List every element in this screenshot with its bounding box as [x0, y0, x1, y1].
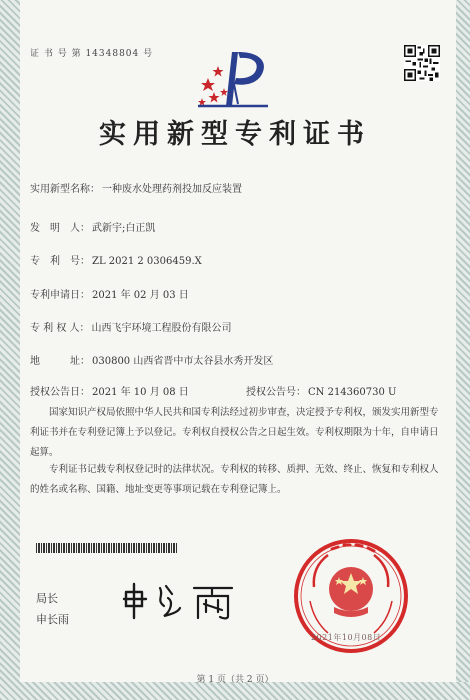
field-label: 实用新型名称：: [30, 184, 100, 195]
legal-status-paragraph: 专利证书记载专利权登记时的法律状况。专利权的转移、质押、无效、终止、恢复和专利权人的姓名或名称、国籍、地址变更等事项记载在专利登记簿上。: [30, 464, 439, 495]
barcode-icon: [36, 543, 178, 553]
field-utility-model-name: [30, 180, 242, 195]
field-value: 030800 山西省晋中市太谷县水秀开发区: [92, 356, 274, 367]
field-value: 2021 年 10 月 08 日: [92, 387, 189, 398]
field-label: 授权公告号：: [246, 387, 306, 398]
field-patent-number: [30, 252, 202, 267]
field-application-date: [30, 286, 189, 301]
field-label: 专利申请日：: [30, 290, 90, 301]
patent-office-logo-icon: [194, 48, 274, 114]
field-label: 授权公告日：: [30, 387, 90, 398]
field-value: 一种废水处理药剂投加反应装置: [102, 184, 242, 195]
decorative-border-right: [456, 0, 470, 700]
grant-statement-paragraph: 国家知识产权局依照中华人民共和国专利法经过初步审查，决定授予专利权，颁发实用新型专利证书并在专利登记簿上予以登记。专利权自授权公告之日起生效。专利权期限为十年，自申请日起算。: [30, 407, 439, 458]
field-grant-date: [30, 383, 189, 398]
field-address: [30, 352, 273, 367]
director-title: 局长: [36, 592, 58, 605]
decorative-border-left: [0, 0, 20, 700]
field-value: 2021 年 02 月 03 日: [92, 290, 189, 301]
signature-icon: [120, 582, 250, 626]
field-value: ZL 2021 2 0306459.X: [92, 256, 202, 267]
qr-code-icon: [404, 45, 440, 85]
field-label: 发 明 人：: [30, 223, 90, 234]
field-patentee: [30, 319, 232, 334]
field-value: 武新宇;白正凯: [92, 223, 156, 234]
field-grant-number: [246, 383, 396, 398]
field-label: 专 利 权 人：: [30, 323, 90, 334]
field-value: CN 214360730 U: [308, 387, 397, 398]
field-inventors: [30, 219, 155, 234]
page-number: 第 1 页（共 2 页）: [196, 675, 274, 685]
field-label: 地 址：: [30, 356, 90, 367]
field-value: 山西飞宇环境工程股份有限公司: [91, 323, 232, 334]
certificate-number: 证 书 号 第 14348804 号: [30, 49, 154, 59]
seal-date: 2021年10月08日: [311, 633, 382, 642]
director-name: 申长雨: [36, 613, 69, 626]
field-label: 专 利 号：: [30, 256, 90, 267]
certificate-title: 实用新型专利证书: [99, 119, 371, 150]
